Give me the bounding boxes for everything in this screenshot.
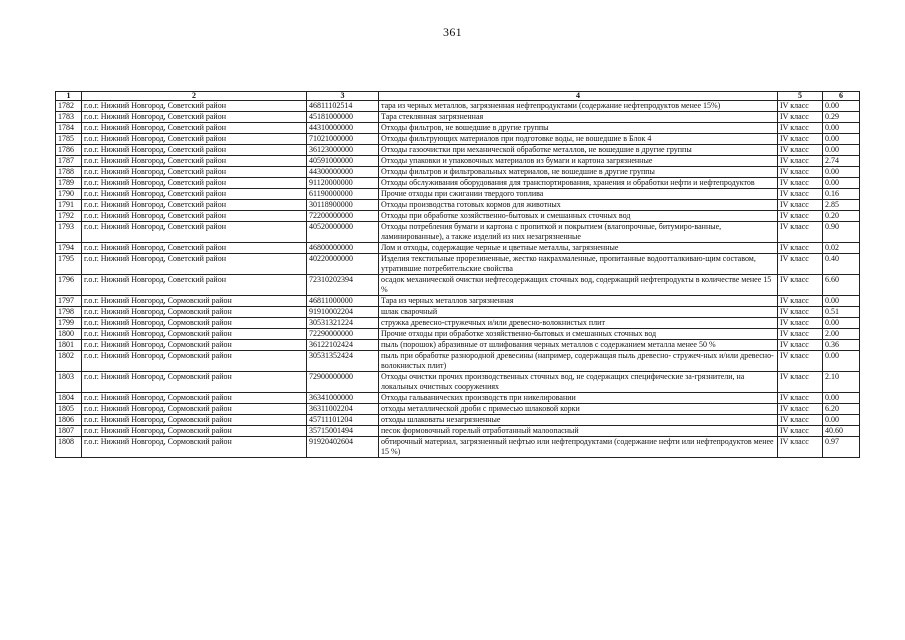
row-number: 1795 [56, 254, 82, 275]
row-number: 1800 [56, 329, 82, 340]
waste-code-cell: 71021000000 [307, 134, 379, 145]
table-row [56, 340, 860, 351]
waste-description-cell: шлак сварочный [379, 307, 778, 318]
row-number: 1801 [56, 340, 82, 351]
table-row [56, 393, 860, 404]
table-row [56, 254, 860, 275]
table-row [56, 426, 860, 437]
waste-code-cell: 72310202394 [307, 275, 379, 296]
waste-description-cell: отходы шлаковаты незагрязненные [379, 415, 778, 426]
location-cell: г.о.г. Нижний Новгород, Сормовский район [82, 437, 307, 458]
hazard-class-cell: IV класс [778, 254, 823, 275]
quantity-cell: 40.60 [823, 426, 860, 437]
table-row [56, 437, 860, 458]
waste-code-cell: 36341000000 [307, 393, 379, 404]
hazard-class-cell: IV класс [778, 145, 823, 156]
location-cell: г.о.г. Нижний Новгород, Советский район [82, 167, 307, 178]
row-number: 1783 [56, 112, 82, 123]
row-number: 1798 [56, 307, 82, 318]
table-row [56, 372, 860, 393]
table-row [56, 123, 860, 134]
waste-description-cell: Изделия текстильные прорезиненные, жестко накрахмаленные, пропитанные водоотталкиваю-щим составом, утратившие потребительские свойства [379, 254, 778, 275]
waste-description-cell: Отходы очистки прочих производственных сточных вод, не содержащих специфические за-грязнители, на локальных очистных сооружениях [379, 372, 778, 393]
table-row [56, 222, 860, 243]
table-header-row [56, 92, 860, 101]
location-cell: г.о.г. Нижний Новгород, Сормовский район [82, 372, 307, 393]
quantity-cell: 0.00 [823, 134, 860, 145]
waste-description-cell: Отходы при обработке хозяйственно-бытовых и смешанных сточных вод [379, 211, 778, 222]
waste-code-cell: 44310000000 [307, 123, 379, 134]
waste-description-cell: Отходы производства готовых кормов для животных [379, 200, 778, 211]
waste-code-cell: 45711101204 [307, 415, 379, 426]
waste-description-cell: отходы металлической дроби с примесью шлаковой корки [379, 404, 778, 415]
quantity-cell: 0.36 [823, 340, 860, 351]
location-cell: г.о.г. Нижний Новгород, Советский район [82, 101, 307, 112]
quantity-cell: 0.16 [823, 189, 860, 200]
waste-code-cell: 35715001494 [307, 426, 379, 437]
quantity-cell: 0.00 [823, 145, 860, 156]
page-number: 361 [443, 25, 462, 39]
waste-code-cell: 91920402604 [307, 437, 379, 458]
waste-code-cell: 30531321224 [307, 318, 379, 329]
waste-code-cell: 40220000000 [307, 254, 379, 275]
row-number: 1805 [56, 404, 82, 415]
hazard-class-cell: IV класс [778, 351, 823, 372]
location-cell: г.о.г. Нижний Новгород, Советский район [82, 243, 307, 254]
waste-description-cell: Отходы обслуживания оборудования для транспортирования, хранения и обработки нефти и нефтепродуктов [379, 178, 778, 189]
hazard-class-cell: IV класс [778, 112, 823, 123]
waste-description-cell: Отходы гальванических производств при никелировании [379, 393, 778, 404]
hazard-class-cell: IV класс [778, 167, 823, 178]
location-cell: г.о.г. Нижний Новгород, Советский район [82, 222, 307, 243]
location-cell: г.о.г. Нижний Новгород, Советский район [82, 178, 307, 189]
quantity-cell: 0.00 [823, 167, 860, 178]
location-cell: г.о.г. Нижний Новгород, Сормовский район [82, 415, 307, 426]
header-col-1: 1 [56, 92, 82, 101]
location-cell: г.о.г. Нижний Новгород, Сормовский район [82, 318, 307, 329]
table-row [56, 189, 860, 200]
row-number: 1803 [56, 372, 82, 393]
quantity-cell: 6.20 [823, 404, 860, 415]
hazard-class-cell: IV класс [778, 426, 823, 437]
hazard-class-cell: IV класс [778, 211, 823, 222]
waste-code-cell: 45181000000 [307, 112, 379, 123]
quantity-cell: 0.51 [823, 307, 860, 318]
quantity-cell: 0.00 [823, 393, 860, 404]
table-row [56, 200, 860, 211]
table-row [56, 101, 860, 112]
quantity-cell: 0.00 [823, 296, 860, 307]
waste-code-cell: 40591000000 [307, 156, 379, 167]
hazard-class-cell: IV класс [778, 123, 823, 134]
waste-code-cell: 36311002204 [307, 404, 379, 415]
header-col-4: 4 [379, 92, 778, 101]
header-col-2: 2 [82, 92, 307, 101]
row-number: 1806 [56, 415, 82, 426]
waste-description-cell: обтирочный материал, загрязненный нефтью или нефтепродуктами (содержание нефти или нефтепродуктов менее 15 %) [379, 437, 778, 458]
hazard-class-cell: IV класс [778, 243, 823, 254]
waste-description-cell: Отходы фильтрующих материалов при подготовке воды, не вошедшие в Блок 4 [379, 134, 778, 145]
waste-code-cell: 91910002204 [307, 307, 379, 318]
row-number: 1791 [56, 200, 82, 211]
waste-description-cell: стружка древесно-стружечных и/или древесно-волокнистых плит [379, 318, 778, 329]
waste-code-cell: 72290000000 [307, 329, 379, 340]
waste-code-cell: 30531352424 [307, 351, 379, 372]
row-number: 1808 [56, 437, 82, 458]
location-cell: г.о.г. Нижний Новгород, Сормовский район [82, 351, 307, 372]
quantity-cell: 0.00 [823, 123, 860, 134]
location-cell: г.о.г. Нижний Новгород, Сормовский район [82, 307, 307, 318]
quantity-cell: 0.90 [823, 222, 860, 243]
location-cell: г.о.г. Нижний Новгород, Советский район [82, 200, 307, 211]
location-cell: г.о.г. Нижний Новгород, Сормовский район [82, 426, 307, 437]
waste-code-cell: 46811000000 [307, 296, 379, 307]
location-cell: г.о.г. Нижний Новгород, Сормовский район [82, 296, 307, 307]
row-number: 1788 [56, 167, 82, 178]
quantity-cell: 0.40 [823, 254, 860, 275]
waste-code-cell: 91120000000 [307, 178, 379, 189]
quantity-cell: 0.00 [823, 178, 860, 189]
row-number: 1797 [56, 296, 82, 307]
waste-code-cell: 36123000000 [307, 145, 379, 156]
hazard-class-cell: IV класс [778, 156, 823, 167]
hazard-class-cell: IV класс [778, 372, 823, 393]
waste-code-cell: 44300000000 [307, 167, 379, 178]
table-row [56, 167, 860, 178]
quantity-cell: 0.00 [823, 318, 860, 329]
hazard-class-cell: IV класс [778, 134, 823, 145]
location-cell: г.о.г. Нижний Новгород, Сормовский район [82, 329, 307, 340]
location-cell: г.о.г. Нижний Новгород, Сормовский район [82, 393, 307, 404]
location-cell: г.о.г. Нижний Новгород, Советский район [82, 145, 307, 156]
table-row [56, 156, 860, 167]
row-number: 1786 [56, 145, 82, 156]
quantity-cell: 0.00 [823, 101, 860, 112]
header-col-3: 3 [307, 92, 379, 101]
table-row [56, 243, 860, 254]
hazard-class-cell: IV класс [778, 178, 823, 189]
waste-description-cell: Отходы фильтров, не вошедшие в другие группы [379, 123, 778, 134]
waste-description-cell: осадок механической очистки нефтесодержащих сточных вод, содержащий нефтепродукты в количестве менее 15 % [379, 275, 778, 296]
quantity-cell: 2.85 [823, 200, 860, 211]
waste-code-cell: 61190000000 [307, 189, 379, 200]
location-cell: г.о.г. Нижний Новгород, Советский район [82, 189, 307, 200]
row-number: 1792 [56, 211, 82, 222]
quantity-cell: 0.00 [823, 415, 860, 426]
row-number: 1782 [56, 101, 82, 112]
location-cell: г.о.г. Нижний Новгород, Советский район [82, 112, 307, 123]
table-body [56, 101, 860, 458]
waste-description-cell: Лом и отходы, содержащие черные и цветные металлы, загрязненные [379, 243, 778, 254]
hazard-class-cell: IV класс [778, 189, 823, 200]
hazard-class-cell: IV класс [778, 275, 823, 296]
hazard-class-cell: IV класс [778, 404, 823, 415]
row-number: 1784 [56, 123, 82, 134]
quantity-cell: 6.60 [823, 275, 860, 296]
waste-code-cell: 30118900000 [307, 200, 379, 211]
row-number: 1802 [56, 351, 82, 372]
table-row [56, 415, 860, 426]
hazard-class-cell: IV класс [778, 200, 823, 211]
waste-code-cell: 40520000000 [307, 222, 379, 243]
table-row [56, 211, 860, 222]
row-number: 1790 [56, 189, 82, 200]
hazard-class-cell: IV класс [778, 101, 823, 112]
quantity-cell: 0.00 [823, 351, 860, 372]
row-number: 1799 [56, 318, 82, 329]
location-cell: г.о.г. Нижний Новгород, Советский район [82, 275, 307, 296]
quantity-cell: 0.02 [823, 243, 860, 254]
waste-description-cell: Прочие отходы при сжигании твердого топлива [379, 189, 778, 200]
waste-description-cell: Прочие отходы при обработке хозяйственно-бытовых и смешанных сточных вод [379, 329, 778, 340]
row-number: 1807 [56, 426, 82, 437]
row-number: 1787 [56, 156, 82, 167]
waste-code-cell: 72900000000 [307, 372, 379, 393]
row-number: 1785 [56, 134, 82, 145]
waste-description-cell: Тара из черных металлов загрязненная [379, 296, 778, 307]
table-row [56, 329, 860, 340]
table-row [56, 145, 860, 156]
waste-code-cell: 46800000000 [307, 243, 379, 254]
hazard-class-cell: IV класс [778, 307, 823, 318]
location-cell: г.о.г. Нижний Новгород, Советский район [82, 156, 307, 167]
table-row [56, 318, 860, 329]
waste-description-cell: Отходы газоочистки при механической обработке металлов, не вошедшие в другие группы [379, 145, 778, 156]
waste-register-table [55, 91, 860, 458]
waste-description-cell: Тара стеклянная загрязненная [379, 112, 778, 123]
hazard-class-cell: IV класс [778, 415, 823, 426]
hazard-class-cell: IV класс [778, 222, 823, 243]
row-number: 1804 [56, 393, 82, 404]
row-number: 1793 [56, 222, 82, 243]
location-cell: г.о.г. Нижний Новгород, Сормовский район [82, 340, 307, 351]
quantity-cell: 2.74 [823, 156, 860, 167]
location-cell: г.о.г. Нижний Новгород, Советский район [82, 254, 307, 275]
waste-code-cell: 46811102514 [307, 101, 379, 112]
hazard-class-cell: IV класс [778, 296, 823, 307]
row-number: 1796 [56, 275, 82, 296]
waste-code-cell: 36122102424 [307, 340, 379, 351]
waste-description-cell: песок формовочный горелый отработанный малоопасный [379, 426, 778, 437]
waste-description-cell: Отходы фильтров и фильтровальных материалов, не вошедшие в другие группы [379, 167, 778, 178]
quantity-cell: 2.10 [823, 372, 860, 393]
waste-description-cell: Отходы потребления бумаги и картона с пропиткой и покрытием (влагопрочные, битумиро-ванные, ламинированные), а также изделий из них незагрязненные [379, 222, 778, 243]
waste-description-cell: тара из черных металлов, загрязненная нефтепродуктами (содержание нефтепродуктов менее 15%) [379, 101, 778, 112]
location-cell: г.о.г. Нижний Новгород, Сормовский район [82, 404, 307, 415]
location-cell: г.о.г. Нижний Новгород, Советский район [82, 134, 307, 145]
hazard-class-cell: IV класс [778, 318, 823, 329]
quantity-cell: 0.29 [823, 112, 860, 123]
row-number: 1789 [56, 178, 82, 189]
hazard-class-cell: IV класс [778, 329, 823, 340]
table-row [56, 307, 860, 318]
waste-code-cell: 72200000000 [307, 211, 379, 222]
hazard-class-cell: IV класс [778, 340, 823, 351]
table-row [56, 296, 860, 307]
header-col-6: 6 [823, 92, 860, 101]
quantity-cell: 0.97 [823, 437, 860, 458]
table-row [56, 275, 860, 296]
table-row [56, 178, 860, 189]
table-row [56, 134, 860, 145]
hazard-class-cell: IV класс [778, 393, 823, 404]
row-number: 1794 [56, 243, 82, 254]
hazard-class-cell: IV класс [778, 437, 823, 458]
header-col-5: 5 [778, 92, 823, 101]
table-row [56, 351, 860, 372]
table-row [56, 404, 860, 415]
waste-description-cell: пыль при обработке разнородной древесины (например, содержащая пыль древесно- стружеч-ных и/или древесно-волокнистых плит) [379, 351, 778, 372]
location-cell: г.о.г. Нижний Новгород, Советский район [82, 211, 307, 222]
quantity-cell: 0.20 [823, 211, 860, 222]
waste-description-cell: пыль (порошок) абразивные от шлифования черных металлов с содержанием металла менее 50 % [379, 340, 778, 351]
waste-description-cell: Отходы упаковки и упаковочных материалов из бумаги и картона загрязненные [379, 156, 778, 167]
table-row [56, 112, 860, 123]
location-cell: г.о.г. Нижний Новгород, Советский район [82, 123, 307, 134]
quantity-cell: 2.00 [823, 329, 860, 340]
